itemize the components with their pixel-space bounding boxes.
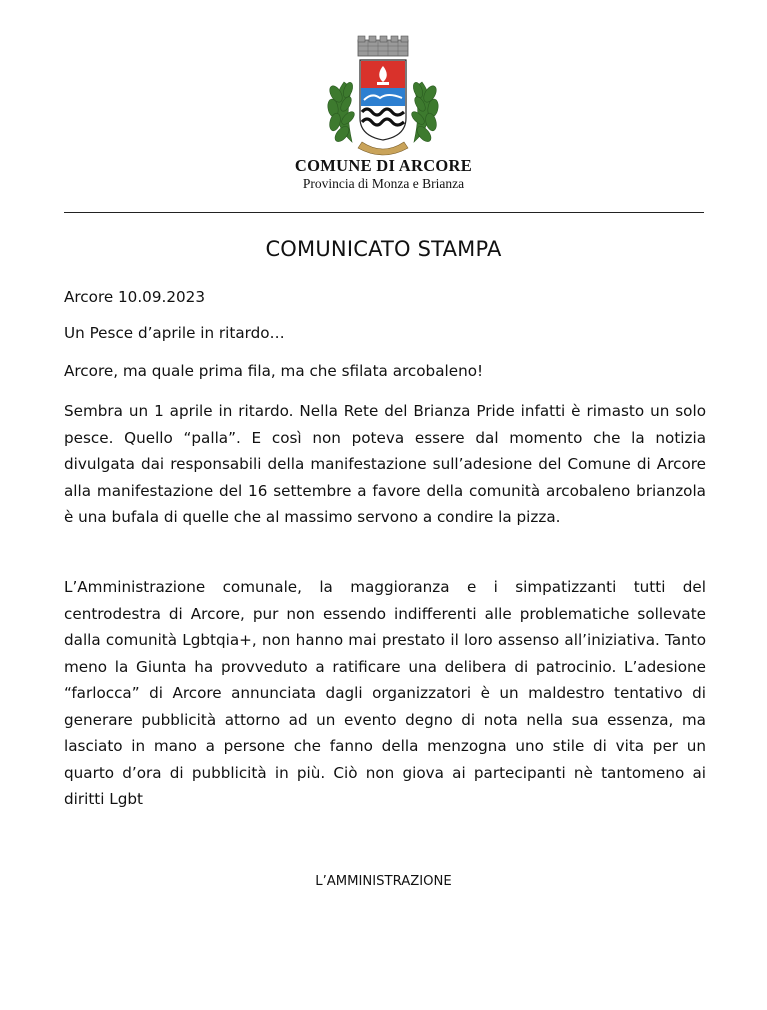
lead-line: Arcore, ma quale prima fila, ma che sfilata arcobaleno! xyxy=(64,362,484,380)
body-paragraph-1: Sembra un 1 aprile in ritardo. Nella Rete del Brianza Pride infatti è rimasto un solo pesce. Quello “palla”. E così non poteva essere dal momento che la notizia divulgata dai responsabili della manifestazione sull’adesione del Comune di Arcore alla manifestazione del 16 settembre a favore della comunità arcobaleno brianzola è una bufala di quelle che al massimo servono a condire la pizza. xyxy=(64,402,706,526)
provincia-name: Provincia di Monza e Brianza xyxy=(302,176,465,191)
document-title: COMUNICATO STAMPA xyxy=(265,237,502,261)
header-divider xyxy=(64,212,704,213)
body-paragraph-2: L’Amministrazione comunale, la maggioranza e i simpatizzanti tutti del centrodestra di Arcore, pur non essendo indifferenti alle problematiche sollevate dalla comunità Lgbtqia+, non hanno mai prestato il loro assenso all’iniziativa. Tanto meno la Giunta ha provveduto a ratificare una delibera di patrocinio. L’adesione “farlocca” di Arcore annunciata dagli organizzatori è un maldestro tentativo di generare pubblicità attorno ad un evento degno di nota nella sua essenza, ma lasciato in mano a persone che fanno della menzogna uno stile di vita per un quarto d’ora di pubblicità in più. Ciò non giova ai partecipanti nè tantomeno ai diritti Lgbt xyxy=(64,578,706,808)
arcore-coat-of-arms-icon xyxy=(322,32,444,160)
signature: L’AMMINISTRAZIONE xyxy=(315,874,452,889)
comune-name: COMUNE DI ARCORE xyxy=(294,156,473,175)
date-line: Arcore 10.09.2023 xyxy=(64,288,205,306)
subtitle-line: Un Pesce d’aprile in ritardo… xyxy=(64,324,285,342)
municipality-header xyxy=(0,156,767,192)
